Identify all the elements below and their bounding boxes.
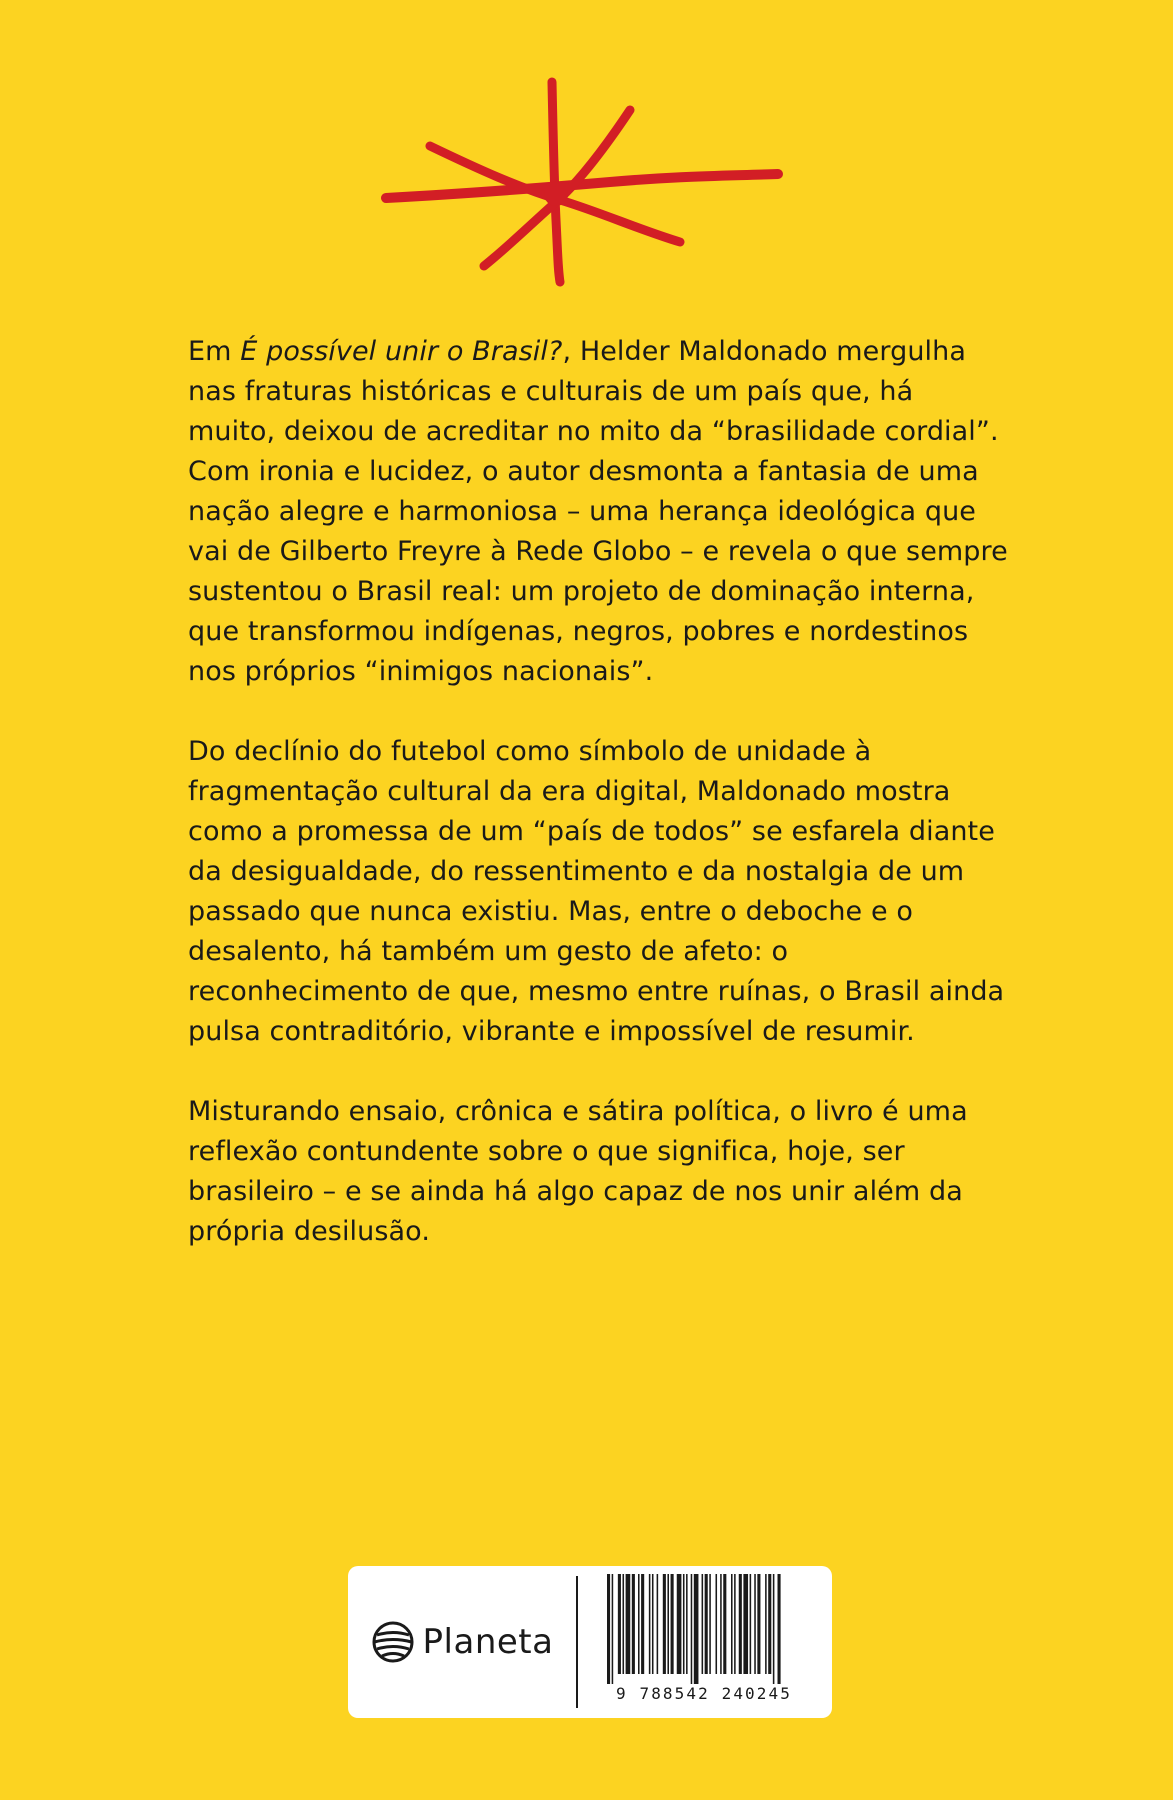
barcode-bar bbox=[686, 1574, 688, 1674]
panel-divider bbox=[576, 1576, 578, 1708]
barcode-bar bbox=[649, 1574, 651, 1674]
barcode-bar bbox=[750, 1574, 752, 1674]
barcode-bar bbox=[657, 1574, 659, 1674]
barcode-bar bbox=[709, 1574, 711, 1674]
barcode-bar bbox=[618, 1574, 621, 1674]
blurb-paragraph-2: Do declínio do futebol como símbolo de unidade à fragmentação cultural da era digital, Maldonado mostra como a promessa de um “país de todos” se esfarela diante da desigualdade, do ressentimento e da nostalgia de um passado que nunca existiu. Mas, entre o deboche e o desalento, há também um gesto de afeto: o reconhecimento de que, mesmo entre ruínas, o Brasil ainda pulsa contraditório, vibrante e impossível de resumir. bbox=[188, 736, 1005, 1047]
barcode-bar bbox=[612, 1574, 614, 1684]
barcode-bar bbox=[691, 1574, 693, 1684]
barcode-bar bbox=[739, 1574, 742, 1674]
barcode-bar bbox=[683, 1574, 685, 1674]
barcode-bar bbox=[720, 1574, 722, 1674]
blurb-paragraph-1: Em É possível unir o Brasil?, Helder Maldonado mergulha nas fraturas históricas e culturais de um país que, há muito, deixou de acreditar no mito da “brasilidade cordial”. Com ironia e lucidez, o autor desmonta a fantasia de uma nação alegre e harmoniosa – uma herança ideológica que vai de Gilberto Freyre à Rede Globo – e revela o que sempre sustentou o Brasil real: um projeto de dominação interna, que transformou indígenas, negros, pobres e nordestinos nos próprios “inimigos nacionais”. bbox=[188, 336, 1008, 687]
barcode-bar bbox=[641, 1574, 644, 1674]
barcode-bar bbox=[716, 1574, 718, 1674]
barcode-bar bbox=[626, 1574, 631, 1674]
publisher-name: Planeta bbox=[422, 1622, 554, 1662]
barcode-bar bbox=[765, 1574, 767, 1674]
barcode-bar bbox=[778, 1574, 781, 1684]
barcode-bar bbox=[768, 1574, 771, 1674]
barcode-bar bbox=[677, 1574, 682, 1674]
barcode-bar bbox=[773, 1574, 775, 1684]
barcode-bar bbox=[623, 1574, 625, 1674]
barcode-bar bbox=[671, 1574, 674, 1674]
publisher-logo-area bbox=[348, 1566, 576, 1718]
barcode-bar bbox=[731, 1574, 733, 1674]
barcode-bar bbox=[652, 1574, 654, 1674]
publisher-logo bbox=[371, 1620, 554, 1664]
barcode-bar bbox=[638, 1574, 640, 1674]
back-cover-blurb bbox=[188, 332, 1008, 1292]
barcode-bar bbox=[723, 1574, 726, 1674]
barcode-bar bbox=[607, 1574, 610, 1684]
barcode-bar bbox=[734, 1574, 736, 1674]
barcode-bar bbox=[667, 1574, 669, 1674]
blurb-paragraph-3: Misturando ensaio, crônica e sátira política, o livro é uma reflexão contundente sobre o que significa, hoje, ser brasileiro – e se ainda há algo capaz de nos unir além da própria desilusão. bbox=[188, 1096, 968, 1247]
book-title-italic: É possível unir o Brasil? bbox=[240, 336, 563, 367]
red-asterisk-star-icon bbox=[380, 70, 790, 290]
barcode-panel bbox=[348, 1566, 832, 1718]
barcode-bar bbox=[705, 1574, 708, 1674]
barcode-bar bbox=[743, 1574, 748, 1674]
barcode-bar bbox=[754, 1574, 756, 1674]
barcode-bars bbox=[593, 1574, 815, 1684]
isbn-number: 9 788542 240245 bbox=[616, 1684, 792, 1703]
globe-icon bbox=[371, 1620, 415, 1664]
barcode-bar bbox=[702, 1574, 704, 1674]
barcode-bar bbox=[694, 1574, 699, 1684]
barcode-bar bbox=[663, 1574, 666, 1674]
barcode-bar bbox=[757, 1574, 760, 1674]
barcode bbox=[593, 1574, 815, 1714]
barcode-bar bbox=[632, 1574, 635, 1674]
